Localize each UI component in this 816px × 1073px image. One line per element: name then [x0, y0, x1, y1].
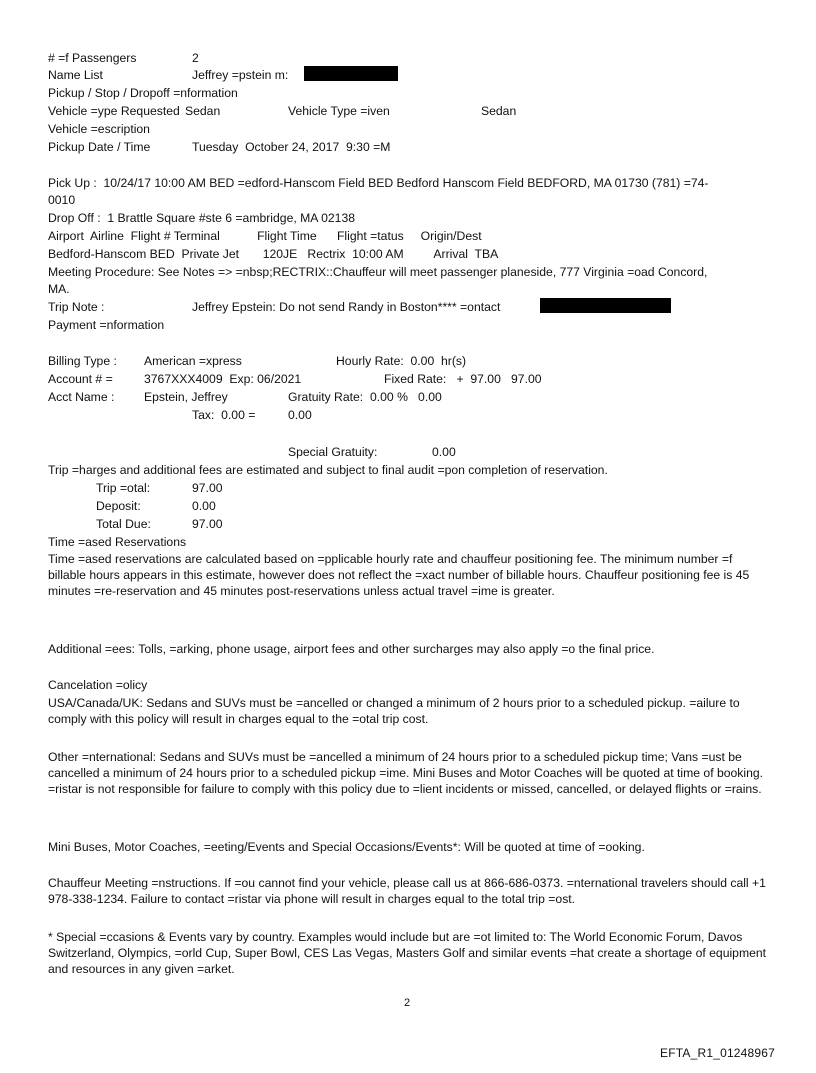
pickup-info-label: Pickup / Stop / Dropoff =nformation	[48, 86, 238, 100]
vehicle-requested-label: Vehicle =ype Requested	[48, 104, 180, 118]
account-number-label: Account # =	[48, 372, 113, 386]
meeting-procedure-continued: MA.	[48, 282, 70, 296]
additional-fees-paragraph: Additional =ees: Tolls, =arking, phone usage, airport fees and other surcharges may also apply =o the final price.	[48, 642, 655, 656]
vehicle-description-label: Vehicle =escription	[48, 122, 150, 136]
hourly-rate: Hourly Rate: 0.00 hr(s)	[336, 354, 467, 368]
redaction-bar	[304, 66, 398, 81]
dropoff-line: Drop Off : 1 Brattle Square #ste 6 =ambridge, MA 02138	[48, 211, 356, 225]
tax-value: 0.00	[288, 408, 312, 422]
vehicle-given-label: Vehicle Type =iven	[288, 104, 390, 118]
cancellation-heading: Cancelation =olicy	[48, 678, 148, 692]
international-paragraph: Other =nternational: Sedans and SUVs must be =ancelled a minimum of 24 hours prior to a scheduled pickup time; Vans =ust be cancelled a minimum of 24 hours prior to a scheduled pickup =ime. Mini Buses and Motor Coaches will be quoted at time of booking. =ristar is not responsible for failure to comply with this policy due to =lient incidents or missed, cancelled, or delayed flights or =rains.	[48, 750, 764, 796]
gratuity-rate: Gratuity Rate: 0.00 % 0.00	[288, 390, 442, 404]
account-name-value: Epstein, Jeffrey	[144, 390, 228, 404]
trip-total-label: Trip =otal:	[96, 481, 151, 495]
billing-type-value: American =xpress	[144, 354, 242, 368]
document-id: EFTA_R1_01248967	[660, 1046, 776, 1060]
trip-total-value: 97.00	[192, 481, 223, 495]
cancellation-paragraph: USA/Canada/UK: Sedans and SUVs must be =ancelled or changed a minimum of 2 hours prior to a scheduled pickup. =ailure to comply with this policy will result in charges equal to the =otal trip cost.	[48, 696, 740, 726]
passengers-label: # =f Passengers	[48, 51, 137, 65]
flight-table-row: Bedford-Hanscom BED Private Jet 120JE Rectrix 10:00 AM Arrival TBA	[48, 247, 499, 261]
pickup-datetime-value: Tuesday October 24, 2017 9:30 =M	[192, 140, 391, 154]
deposit-value: 0.00	[192, 499, 216, 513]
total-due-value: 97.00	[192, 517, 223, 531]
time-based-paragraph: Time =ased reservations are calculated based on =pplicable hourly rate and chauffeur positioning fee. The minimum number =f billable hours appears in this estimate, however does not reflect the =xact number of billable hours. Chauffeur positioning fee is 45 minutes =re-reservation and 45 minutes post-reservations unless actual travel =ime is greater.	[48, 552, 750, 598]
time-based-heading: Time =ased Reservations	[48, 535, 187, 549]
passengers-value: 2	[192, 51, 199, 65]
name-list-label: Name List	[48, 68, 103, 82]
special-gratuity-value: 0.00	[432, 445, 456, 459]
flight-table-header: Airport Airline Flight # Terminal Flight Time Flight =tatus Origin/Dest	[48, 229, 482, 243]
billing-type-label: Billing Type :	[48, 354, 117, 368]
vehicle-requested-value: Sedan	[185, 104, 221, 118]
pickup-line-continued: 0010	[48, 193, 76, 207]
trip-note-label: Trip Note :	[48, 300, 105, 314]
redaction-bar	[540, 298, 671, 313]
account-number-value: 3767XXX4009 Exp: 06/2021	[144, 372, 302, 386]
special-occasions-paragraph: * Special =ccasions & Events vary by country. Examples would include but are =ot limited to: The World Economic Forum, Davos Switzerland, Olympics, =orld Cup, Super Bowl, CES Las Vegas, Masters Golf and similar events =hat create a shortage of equipment and resources in any given =arket.	[48, 930, 767, 976]
meeting-procedure: Meeting Procedure: See Notes => =nbsp;RECTRIX::Chauffeur will meet passenger planeside, 777 Virginia =oad Concord,	[48, 265, 708, 279]
account-name-label: Acct Name :	[48, 390, 115, 404]
pickup-line: Pick Up : 10/24/17 10:00 AM BED =edford-Hanscom Field BED Bedford Hanscom Field BEDFORD, MA 01730 (781) =74-	[48, 176, 709, 190]
name-list-value: Jeffrey =pstein m:	[192, 68, 289, 82]
deposit-label: Deposit:	[96, 499, 141, 513]
trip-note-value: Jeffrey Epstein: Do not send Randy in Boston**** =ontact	[192, 300, 501, 314]
total-due-label: Total Due:	[96, 517, 151, 531]
mini-buses-paragraph: Mini Buses, Motor Coaches, =eeting/Events and Special Occasions/Events*: Will be quoted at time of =ooking.	[48, 840, 645, 854]
tax-label: Tax: 0.00 =	[192, 408, 256, 422]
charges-note: Trip =harges and additional fees are estimated and subject to final audit =pon completion of reservation.	[48, 463, 608, 477]
chauffeur-meeting-paragraph: Chauffeur Meeting =nstructions. If =ou cannot find your vehicle, please call us at 866-686-0373. =nternational travelers should call +1 978-338-1234. Failure to contact =ristar via phone will result in charges equal to the total trip =ost.	[48, 876, 766, 906]
payment-info-label: Payment =nformation	[48, 318, 165, 332]
special-gratuity-label: Special Gratuity:	[288, 445, 378, 459]
vehicle-given-value: Sedan	[481, 104, 517, 118]
fixed-rate: Fixed Rate: + 97.00 97.00	[384, 372, 542, 386]
page-number: 2	[404, 997, 411, 1009]
pickup-datetime-label: Pickup Date / Time	[48, 140, 151, 154]
